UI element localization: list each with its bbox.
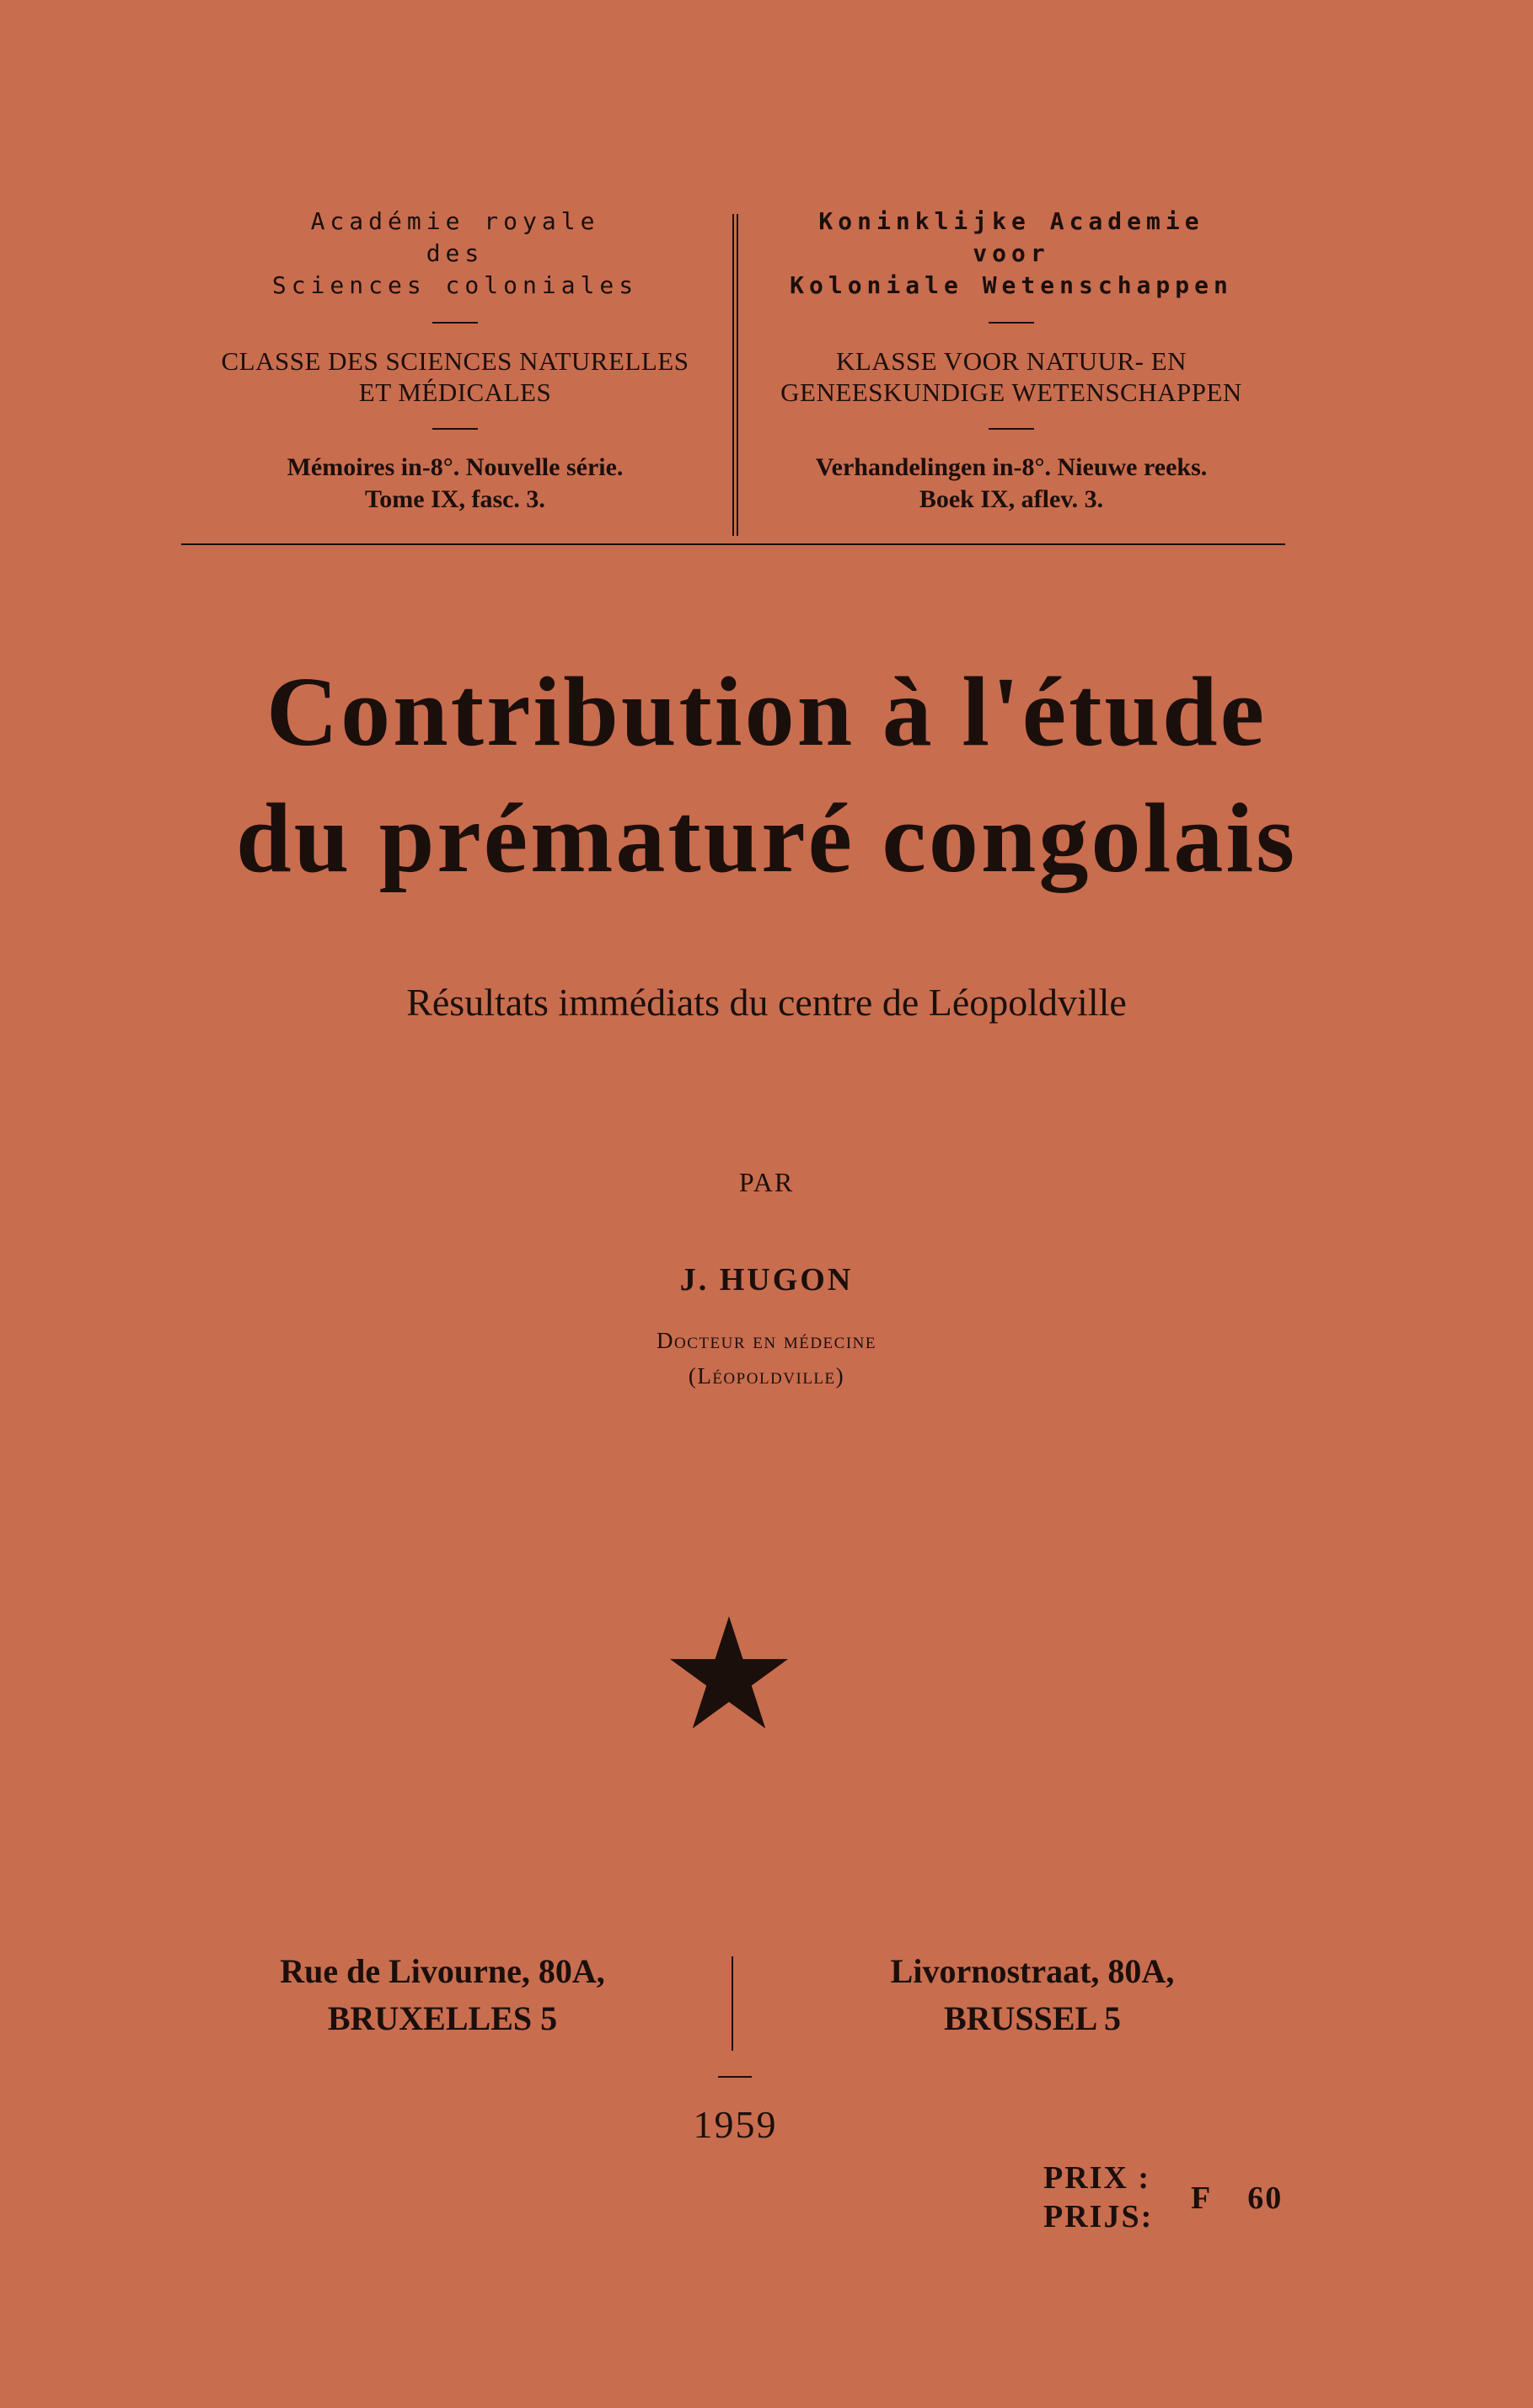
classe-fr-line-1: CLASSE DES SCIENCES NATURELLES xyxy=(221,346,689,376)
series-fr-line-2: Tome IX, fasc. 3. xyxy=(365,485,545,513)
address-dutch xyxy=(763,1948,1302,2042)
address-fr-city: BRUXELLES 5 xyxy=(327,1999,558,2037)
affiliation-line-2: (Léopoldville) xyxy=(688,1363,845,1389)
address-french xyxy=(173,1948,712,2042)
author-name: J. HUGON xyxy=(679,1262,854,1298)
title-line-2: du prématuré congolais xyxy=(235,783,1298,893)
series-fr-line-1: Mémoires in-8°. Nouvelle série. xyxy=(287,453,624,481)
address-divider xyxy=(732,1956,733,2051)
header-dutch xyxy=(737,202,1285,516)
publication-year: 1959 xyxy=(693,2103,778,2146)
header-block xyxy=(181,202,1285,539)
title-line-1: Contribution à l'étude xyxy=(265,656,1268,767)
institution-nl-line-2: voor xyxy=(973,239,1050,267)
header-fr-dash-1 xyxy=(432,322,478,324)
address-nl-city: BRUSSEL 5 xyxy=(943,1999,1122,2037)
by-label: PAR xyxy=(738,1167,795,1197)
book-title xyxy=(0,649,1533,902)
classe-nl-line-1: KLASSE VOOR NATUUR- EN xyxy=(835,346,1187,376)
book-subtitle: Résultats immédiats du centre de Léopoldville xyxy=(406,981,1127,1024)
institution-nl-line-3: Koloniale Wetenschappen xyxy=(790,271,1233,299)
institution-fr-line-2: des xyxy=(426,239,485,267)
price-amount: 60 xyxy=(1247,2181,1284,2216)
address-nl-street: Livornostraat, 80A, xyxy=(890,1952,1175,1990)
year-dash xyxy=(718,2076,752,2078)
author-affiliation xyxy=(0,1323,1533,1394)
header-nl-dash-1 xyxy=(989,322,1034,324)
affiliation-line-1: Docteur en médecine xyxy=(657,1328,876,1353)
classe-nl-line-2: GENEESKUNDIGE WETENSCHAPPEN xyxy=(780,377,1242,407)
address-fr-street: Rue de Livourne, 80A, xyxy=(280,1952,605,1990)
institution-nl-line-1: Koninklijke Academie xyxy=(818,207,1204,235)
header-french xyxy=(181,202,729,516)
institution-fr-line-1: Académie royale xyxy=(310,207,600,235)
header-fr-dash-2 xyxy=(432,428,478,430)
header-bottom-rule xyxy=(181,543,1285,545)
institution-fr-line-3: Sciences coloniales xyxy=(271,271,639,299)
price-labels xyxy=(1043,2159,1153,2236)
series-nl-line-2: Boek IX, aflev. 3. xyxy=(919,485,1104,513)
price-currency: F xyxy=(1191,2181,1213,2216)
price-label-nl: PRIJS: xyxy=(1043,2199,1154,2234)
price-label-fr: PRIX : xyxy=(1043,2160,1151,2196)
header-nl-dash-2 xyxy=(989,428,1034,430)
classe-fr-line-2: ET MÉDICALES xyxy=(358,377,552,407)
series-nl-line-1: Verhandelingen in-8°. Nieuwe reeks. xyxy=(815,453,1208,481)
star-icon xyxy=(670,1616,788,1730)
price-value xyxy=(1191,2180,1283,2217)
